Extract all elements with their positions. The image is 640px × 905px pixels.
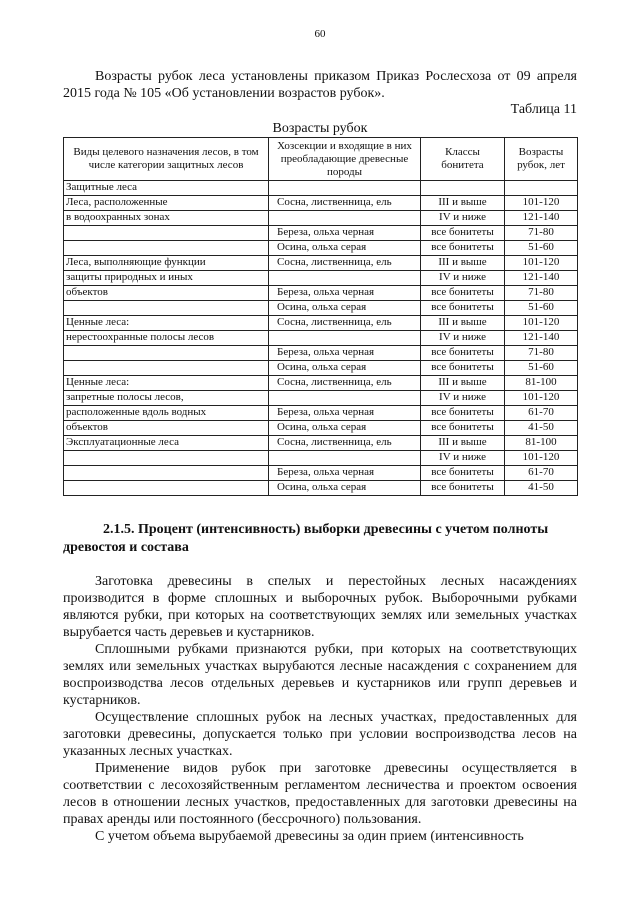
table-cell: Ценные леса: xyxy=(64,316,269,331)
table-cell: 101-120 xyxy=(505,451,578,466)
table-caption: Возрасты рубок xyxy=(272,121,368,136)
table-cell: IV и ниже xyxy=(421,391,505,406)
table-cell: IV и ниже xyxy=(421,271,505,286)
header-sections: Хозсекции и входящие в них преобладающие древесные породы xyxy=(269,138,421,181)
table-cell: 101-120 xyxy=(505,196,578,211)
table-cell: Береза, ольха черная xyxy=(269,286,421,301)
table-row xyxy=(64,226,578,241)
table-cell: III и выше xyxy=(421,436,505,451)
table-cell: защиты природных и иных xyxy=(64,271,269,286)
section-heading: 2.1.5. Процент (интенсивность) выборки древесины с учетом полноты древостоя и состава xyxy=(63,522,549,555)
table-cell: Сосна, лиственница, ель xyxy=(269,436,421,451)
table-cell: 51-60 xyxy=(505,241,578,256)
table-cell: Леса, выполняющие функции xyxy=(64,256,269,271)
table-cell: Защитные леса xyxy=(64,181,269,196)
table-cell: расположенные вдоль водных xyxy=(64,406,269,421)
table-cell: 61-70 xyxy=(505,466,578,481)
table-cell: объектов xyxy=(64,286,269,301)
table-cell: Береза, ольха черная xyxy=(269,226,421,241)
table-cell: 41-50 xyxy=(505,481,578,496)
table-row xyxy=(64,406,578,421)
body-paragraph: Применение видов рубок при заготовке древесины осуществляется в соответствии с лесохозяйственным регламентом лесничества и проектом освоения лесов в отношении лесных участков, предоставленных для заготовки древесины на правах аренды или постоянного (бессрочного) пользования. xyxy=(63,761,577,827)
table-cell: Сосна, лиственница, ель xyxy=(269,376,421,391)
header-bonitet: Классы бонитета xyxy=(421,138,505,181)
table-cell xyxy=(269,331,421,346)
table-cell: в водоохранных зонах xyxy=(64,211,269,226)
table-cell xyxy=(269,211,421,226)
body-paragraph: Заготовка древесины в спелых и перестойных лесных насаждениях производится в форме сплошных и выборочных рубок. Выборочными рубками являются рубки, при которых на соответствующих землях или земельных участках вырубается часть деревьев и кустарников. xyxy=(63,574,577,640)
table-cell: 71-80 xyxy=(505,286,578,301)
table-cell: IV и ниже xyxy=(421,331,505,346)
table-cell: 81-100 xyxy=(505,376,578,391)
table-cell: Сосна, лиственница, ель xyxy=(269,196,421,211)
body-paragraph: Сплошными рубками признаются рубки, при которых на соответствующих землях или земельных участках вырубаются лесные насаждения с сохранением для воспроизводства лесов отдельных деревьев и кустарников или групп деревьев и кустарников. xyxy=(63,642,577,708)
table-row xyxy=(64,361,578,376)
table-cell: Эксплуатационные леса xyxy=(64,436,269,451)
table-row xyxy=(64,181,578,196)
table-cell: объектов xyxy=(64,421,269,436)
table-cell: все бонитеты xyxy=(421,226,505,241)
table-cell: Береза, ольха черная xyxy=(269,466,421,481)
table-cell: 51-60 xyxy=(505,361,578,376)
table-cell xyxy=(421,181,505,196)
table-cell: 101-120 xyxy=(505,391,578,406)
table-cell: все бонитеты xyxy=(421,241,505,256)
table-cell: все бонитеты xyxy=(421,361,505,376)
table-cell xyxy=(64,226,269,241)
table-cell: Осина, ольха серая xyxy=(269,361,421,376)
table-cell xyxy=(64,466,269,481)
table-cell: Леса, расположенные xyxy=(64,196,269,211)
table-row xyxy=(64,391,578,406)
table-cell xyxy=(269,451,421,466)
table-cell xyxy=(64,241,269,256)
table-cell xyxy=(64,451,269,466)
table-cell: Береза, ольха черная xyxy=(269,346,421,361)
table-row xyxy=(64,301,578,316)
table-cell: 121-140 xyxy=(505,331,578,346)
table-cell: Сосна, лиственница, ель xyxy=(269,316,421,331)
table-cell xyxy=(269,391,421,406)
table-row xyxy=(64,481,578,496)
table-cell xyxy=(64,346,269,361)
table-row xyxy=(64,331,578,346)
table-row xyxy=(64,376,578,391)
table-cell xyxy=(269,181,421,196)
table-cell xyxy=(64,361,269,376)
table-cell xyxy=(64,301,269,316)
table-cell: 41-50 xyxy=(505,421,578,436)
table-cell: Береза, ольха черная xyxy=(269,406,421,421)
table-cell: 101-120 xyxy=(505,316,578,331)
table-cell: IV и ниже xyxy=(421,211,505,226)
table-cell: запретные полосы лесов, xyxy=(64,391,269,406)
intro-paragraph: Возрасты рубок леса установлены приказом Приказ Рослесхоза от 09 апреля 2015 года № 105 «Об установлении возрастов рубок». xyxy=(63,69,577,101)
table-cell: III и выше xyxy=(421,196,505,211)
table-cell: 71-80 xyxy=(505,346,578,361)
header-ages: Возрасты рубок, лет xyxy=(505,138,578,181)
table-row xyxy=(64,241,578,256)
table-cell xyxy=(505,181,578,196)
table-row xyxy=(64,316,578,331)
table-label: Таблица 11 xyxy=(510,102,577,117)
table-cell: все бонитеты xyxy=(421,421,505,436)
body-paragraph: Осуществление сплошных рубок на лесных участках, предоставленных для заготовки древесины, допускается только при условии воспроизводства лесов на указанных лесных участках. xyxy=(63,710,577,759)
table-cell: 101-120 xyxy=(505,256,578,271)
table-row xyxy=(64,466,578,481)
table-cell: Осина, ольха серая xyxy=(269,481,421,496)
table-cell: все бонитеты xyxy=(421,301,505,316)
table-cell: III и выше xyxy=(421,316,505,331)
table-cell: IV и ниже xyxy=(421,451,505,466)
table-cell: III и выше xyxy=(421,256,505,271)
table-row xyxy=(64,211,578,226)
table-cell: 81-100 xyxy=(505,436,578,451)
table-cell: все бонитеты xyxy=(421,286,505,301)
table-cell: 121-140 xyxy=(505,211,578,226)
table-row xyxy=(64,256,578,271)
table-cell: 121-140 xyxy=(505,271,578,286)
table-cell: все бонитеты xyxy=(421,481,505,496)
table-cell: нерестоохранные полосы лесов xyxy=(64,331,269,346)
table-row xyxy=(64,436,578,451)
table-cell: 71-80 xyxy=(505,226,578,241)
table-row xyxy=(64,196,578,211)
header-purpose: Виды целевого назначения лесов, в том числе категории защитных лесов xyxy=(64,138,269,181)
table-row xyxy=(64,286,578,301)
table-cell: все бонитеты xyxy=(421,466,505,481)
table-cell xyxy=(64,481,269,496)
table-header-row xyxy=(64,138,578,181)
table-row xyxy=(64,421,578,436)
table-cell: 51-60 xyxy=(505,301,578,316)
table-row xyxy=(64,271,578,286)
table-cell: Ценные леса: xyxy=(64,376,269,391)
cutting-ages-table xyxy=(63,137,578,496)
table-cell xyxy=(269,271,421,286)
table-row xyxy=(64,346,578,361)
page-number: 60 xyxy=(314,28,326,40)
table-cell: все бонитеты xyxy=(421,346,505,361)
table-cell: все бонитеты xyxy=(421,406,505,421)
table-cell: Осина, ольха серая xyxy=(269,241,421,256)
table-cell: III и выше xyxy=(421,376,505,391)
body-paragraph: С учетом объема вырубаемой древесины за один прием (интенсивность xyxy=(95,829,524,844)
table-cell: Сосна, лиственница, ель xyxy=(269,256,421,271)
table-row xyxy=(64,451,578,466)
table-cell: Осина, ольха серая xyxy=(269,421,421,436)
table-cell: 61-70 xyxy=(505,406,578,421)
table-cell: Осина, ольха серая xyxy=(269,301,421,316)
